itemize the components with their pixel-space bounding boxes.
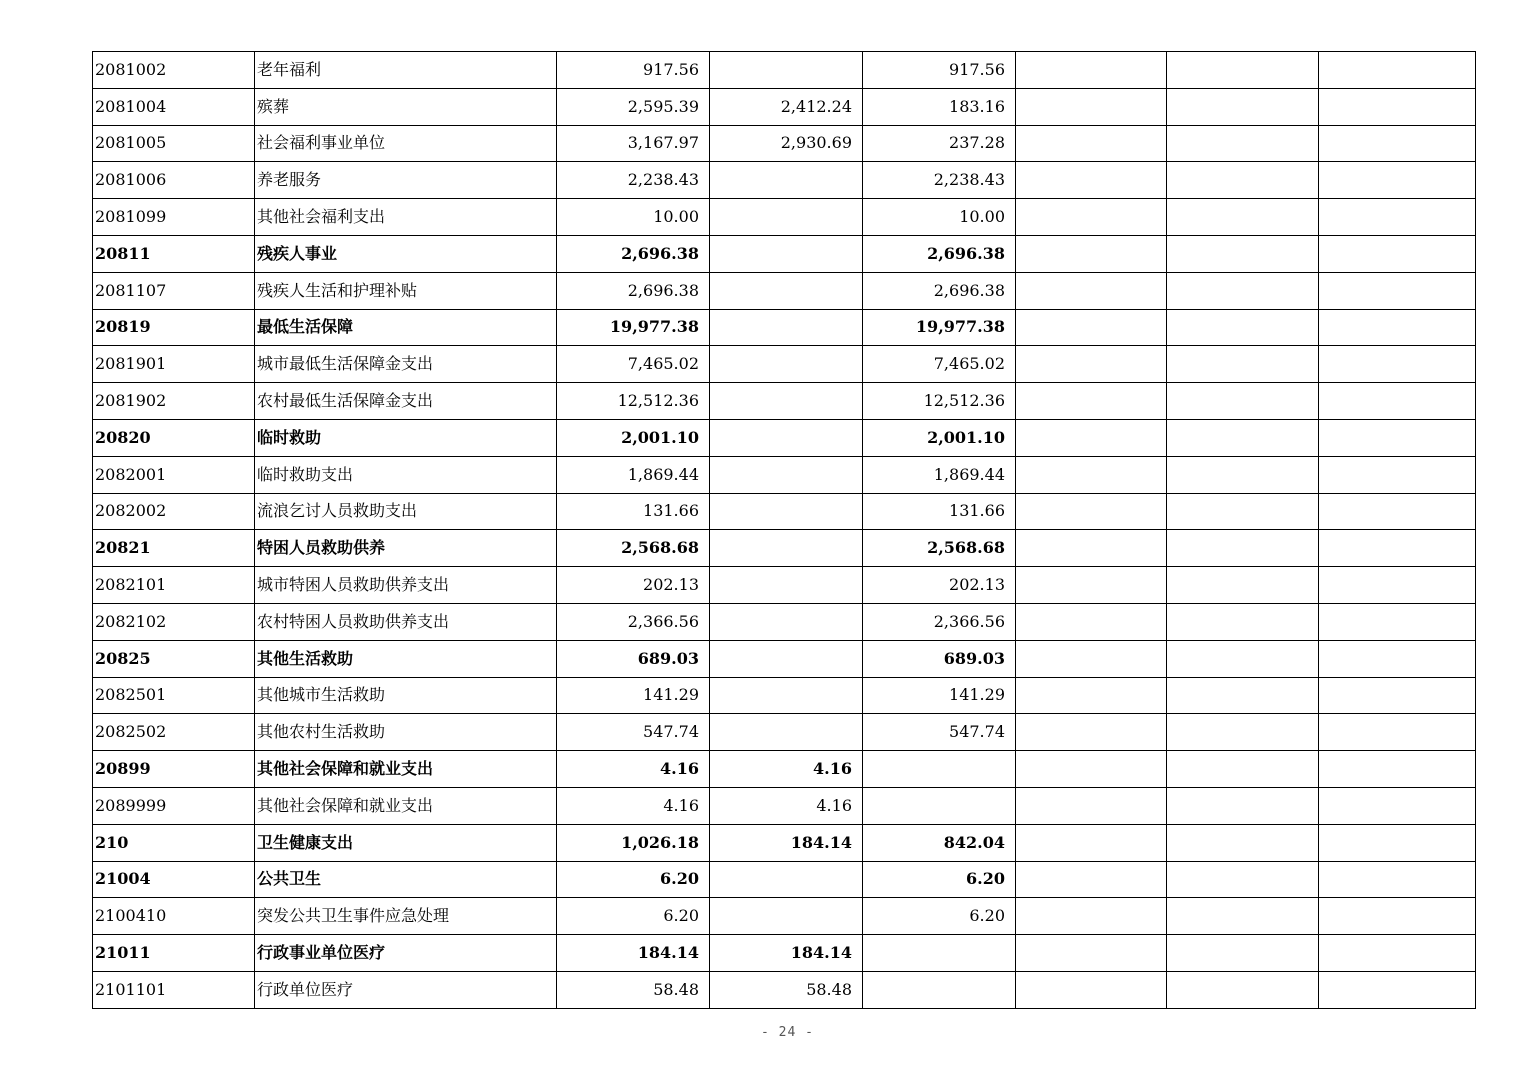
item-code-cell: 2081099 [93,199,255,236]
basic-expenditure-cell [710,898,863,935]
item-code-cell: 2081902 [93,383,255,420]
table-row [93,456,1476,493]
basic-expenditure-cell [710,714,863,751]
item-code-cell: 2100410 [93,898,255,935]
basic-expenditure-cell [710,640,863,677]
empty-cell [1319,714,1476,751]
empty-cell [1167,309,1319,346]
empty-cell [1167,530,1319,567]
empty-cell [1319,309,1476,346]
empty-cell [1167,567,1319,604]
empty-cell [1016,861,1167,898]
empty-cell [1167,971,1319,1008]
basic-expenditure-cell [710,52,863,89]
empty-cell [1167,493,1319,530]
empty-cell [1167,162,1319,199]
empty-cell [1016,272,1167,309]
project-expenditure-cell: 6.20 [863,861,1016,898]
empty-cell [1167,346,1319,383]
table-row [93,567,1476,604]
empty-cell [1319,640,1476,677]
item-code-cell: 2081006 [93,162,255,199]
empty-cell [1319,456,1476,493]
basic-expenditure-cell [710,272,863,309]
basic-expenditure-cell [710,530,863,567]
empty-cell [1167,419,1319,456]
table-row [93,419,1476,456]
empty-cell [1319,824,1476,861]
table-row [93,272,1476,309]
item-name-cell: 殡葬 [255,88,557,125]
empty-cell [1016,493,1167,530]
item-name-cell: 城市最低生活保障金支出 [255,346,557,383]
project-expenditure-cell [863,935,1016,972]
total-amount-cell: 2,366.56 [557,603,710,640]
empty-cell [1167,383,1319,420]
table-row [93,824,1476,861]
item-name-cell: 流浪乞讨人员救助支出 [255,493,557,530]
project-expenditure-cell: 12,512.36 [863,383,1016,420]
table-row [93,493,1476,530]
table-row [93,383,1476,420]
item-code-cell: 2082101 [93,567,255,604]
item-name-cell: 公共卫生 [255,861,557,898]
empty-cell [1319,88,1476,125]
budget-table [92,51,1476,1009]
item-code-cell: 2089999 [93,787,255,824]
total-amount-cell: 2,568.68 [557,530,710,567]
item-code-cell: 2081901 [93,346,255,383]
basic-expenditure-cell: 2,412.24 [710,88,863,125]
item-code-cell: 20825 [93,640,255,677]
empty-cell [1016,125,1167,162]
basic-expenditure-cell: 184.14 [710,824,863,861]
empty-cell [1016,714,1167,751]
empty-cell [1167,235,1319,272]
total-amount-cell: 12,512.36 [557,383,710,420]
table-row [93,346,1476,383]
item-code-cell: 2081004 [93,88,255,125]
project-expenditure-cell: 183.16 [863,88,1016,125]
item-code-cell: 2081002 [93,52,255,89]
empty-cell [1319,272,1476,309]
empty-cell [1167,751,1319,788]
empty-cell [1319,677,1476,714]
empty-cell [1167,125,1319,162]
empty-cell [1319,419,1476,456]
empty-cell [1016,199,1167,236]
basic-expenditure-cell [710,567,863,604]
empty-cell [1167,861,1319,898]
table-row [93,603,1476,640]
item-name-cell: 其他社会福利支出 [255,199,557,236]
total-amount-cell: 6.20 [557,861,710,898]
item-name-cell: 行政事业单位医疗 [255,935,557,972]
project-expenditure-cell: 689.03 [863,640,1016,677]
empty-cell [1167,824,1319,861]
empty-cell [1167,456,1319,493]
empty-cell [1319,530,1476,567]
item-name-cell: 养老服务 [255,162,557,199]
item-code-cell: 2082102 [93,603,255,640]
project-expenditure-cell: 2,366.56 [863,603,1016,640]
total-amount-cell: 4.16 [557,787,710,824]
table-row [93,640,1476,677]
empty-cell [1319,861,1476,898]
empty-cell [1016,898,1167,935]
empty-cell [1016,677,1167,714]
basic-expenditure-cell: 2,930.69 [710,125,863,162]
item-code-cell: 21004 [93,861,255,898]
project-expenditure-cell: 2,568.68 [863,530,1016,567]
empty-cell [1319,162,1476,199]
empty-cell [1167,199,1319,236]
empty-cell [1167,88,1319,125]
item-name-cell: 残疾人生活和护理补贴 [255,272,557,309]
project-expenditure-cell: 10.00 [863,199,1016,236]
total-amount-cell: 3,167.97 [557,125,710,162]
item-name-cell: 临时救助 [255,419,557,456]
basic-expenditure-cell [710,677,863,714]
project-expenditure-cell: 1,869.44 [863,456,1016,493]
empty-cell [1167,677,1319,714]
table-row [93,88,1476,125]
empty-cell [1167,898,1319,935]
project-expenditure-cell: 2,238.43 [863,162,1016,199]
project-expenditure-cell: 842.04 [863,824,1016,861]
basic-expenditure-cell [710,162,863,199]
item-code-cell: 2101101 [93,971,255,1008]
table-row [93,787,1476,824]
basic-expenditure-cell [710,493,863,530]
project-expenditure-cell [863,751,1016,788]
table-row [93,125,1476,162]
table-row [93,935,1476,972]
total-amount-cell: 1,869.44 [557,456,710,493]
total-amount-cell: 1,026.18 [557,824,710,861]
item-code-cell: 20820 [93,419,255,456]
project-expenditure-cell [863,787,1016,824]
item-name-cell: 农村最低生活保障金支出 [255,383,557,420]
basic-expenditure-cell [710,456,863,493]
table-row [93,162,1476,199]
item-code-cell: 2082501 [93,677,255,714]
total-amount-cell: 131.66 [557,493,710,530]
table-row [93,898,1476,935]
empty-cell [1319,125,1476,162]
project-expenditure-cell: 131.66 [863,493,1016,530]
project-expenditure-cell: 2,696.38 [863,272,1016,309]
total-amount-cell: 2,595.39 [557,88,710,125]
project-expenditure-cell: 202.13 [863,567,1016,604]
item-code-cell: 2082001 [93,456,255,493]
page-number: - 24 - [761,1025,814,1040]
empty-cell [1167,640,1319,677]
empty-cell [1319,383,1476,420]
total-amount-cell: 917.56 [557,52,710,89]
item-name-cell: 残疾人事业 [255,235,557,272]
item-code-cell: 20821 [93,530,255,567]
empty-cell [1016,383,1167,420]
basic-expenditure-cell [710,199,863,236]
table-row [93,861,1476,898]
project-expenditure-cell: 547.74 [863,714,1016,751]
item-name-cell: 卫生健康支出 [255,824,557,861]
empty-cell [1319,971,1476,1008]
empty-cell [1016,419,1167,456]
total-amount-cell: 4.16 [557,751,710,788]
project-expenditure-cell: 141.29 [863,677,1016,714]
item-name-cell: 临时救助支出 [255,456,557,493]
empty-cell [1319,235,1476,272]
item-code-cell: 20899 [93,751,255,788]
item-name-cell: 社会福利事业单位 [255,125,557,162]
project-expenditure-cell: 2,696.38 [863,235,1016,272]
table-row [93,677,1476,714]
basic-expenditure-cell [710,235,863,272]
item-code-cell: 20811 [93,235,255,272]
empty-cell [1167,787,1319,824]
item-name-cell: 其他社会保障和就业支出 [255,787,557,824]
basic-expenditure-cell [710,603,863,640]
item-code-cell: 2081005 [93,125,255,162]
item-name-cell: 农村特困人员救助供养支出 [255,603,557,640]
basic-expenditure-cell [710,861,863,898]
basic-expenditure-cell [710,309,863,346]
table-row [93,714,1476,751]
basic-expenditure-cell [710,346,863,383]
table-row [93,751,1476,788]
project-expenditure-cell: 6.20 [863,898,1016,935]
empty-cell [1319,787,1476,824]
total-amount-cell: 2,238.43 [557,162,710,199]
basic-expenditure-cell [710,419,863,456]
table-row [93,530,1476,567]
empty-cell [1016,309,1167,346]
item-name-cell: 其他社会保障和就业支出 [255,751,557,788]
empty-cell [1016,751,1167,788]
empty-cell [1319,493,1476,530]
basic-expenditure-cell: 4.16 [710,787,863,824]
empty-cell [1167,935,1319,972]
item-name-cell: 老年福利 [255,52,557,89]
total-amount-cell: 10.00 [557,199,710,236]
empty-cell [1016,603,1167,640]
empty-cell [1319,751,1476,788]
item-name-cell: 其他城市生活救助 [255,677,557,714]
project-expenditure-cell [863,971,1016,1008]
basic-expenditure-cell [710,383,863,420]
item-name-cell: 突发公共卫生事件应急处理 [255,898,557,935]
empty-cell [1016,935,1167,972]
table-body [93,52,1476,1009]
item-name-cell: 行政单位医疗 [255,971,557,1008]
basic-expenditure-cell: 4.16 [710,751,863,788]
item-name-cell: 城市特困人员救助供养支出 [255,567,557,604]
item-name-cell: 最低生活保障 [255,309,557,346]
empty-cell [1016,530,1167,567]
empty-cell [1319,567,1476,604]
table-row [93,971,1476,1008]
total-amount-cell: 689.03 [557,640,710,677]
table-row [93,199,1476,236]
project-expenditure-cell: 7,465.02 [863,346,1016,383]
total-amount-cell: 141.29 [557,677,710,714]
total-amount-cell: 184.14 [557,935,710,972]
empty-cell [1319,346,1476,383]
total-amount-cell: 2,001.10 [557,419,710,456]
empty-cell [1016,971,1167,1008]
empty-cell [1016,88,1167,125]
table-row [93,52,1476,89]
empty-cell [1016,456,1167,493]
total-amount-cell: 7,465.02 [557,346,710,383]
table-row [93,235,1476,272]
item-name-cell: 其他生活救助 [255,640,557,677]
empty-cell [1016,162,1167,199]
empty-cell [1016,640,1167,677]
total-amount-cell: 2,696.38 [557,272,710,309]
empty-cell [1016,346,1167,383]
empty-cell [1319,898,1476,935]
empty-cell [1319,199,1476,236]
empty-cell [1319,935,1476,972]
empty-cell [1016,787,1167,824]
basic-expenditure-cell: 58.48 [710,971,863,1008]
empty-cell [1167,52,1319,89]
project-expenditure-cell: 237.28 [863,125,1016,162]
item-code-cell: 2081107 [93,272,255,309]
project-expenditure-cell: 19,977.38 [863,309,1016,346]
item-code-cell: 2082002 [93,493,255,530]
total-amount-cell: 2,696.38 [557,235,710,272]
empty-cell [1319,52,1476,89]
empty-cell [1167,603,1319,640]
item-code-cell: 20819 [93,309,255,346]
item-code-cell: 21011 [93,935,255,972]
item-name-cell: 特困人员救助供养 [255,530,557,567]
item-name-cell: 其他农村生活救助 [255,714,557,751]
total-amount-cell: 202.13 [557,567,710,604]
basic-expenditure-cell: 184.14 [710,935,863,972]
project-expenditure-cell: 2,001.10 [863,419,1016,456]
empty-cell [1167,272,1319,309]
project-expenditure-cell: 917.56 [863,52,1016,89]
item-code-cell: 210 [93,824,255,861]
empty-cell [1016,824,1167,861]
empty-cell [1167,714,1319,751]
total-amount-cell: 547.74 [557,714,710,751]
total-amount-cell: 19,977.38 [557,309,710,346]
empty-cell [1016,52,1167,89]
table-row [93,309,1476,346]
item-code-cell: 2082502 [93,714,255,751]
total-amount-cell: 58.48 [557,971,710,1008]
empty-cell [1016,235,1167,272]
empty-cell [1319,603,1476,640]
empty-cell [1016,567,1167,604]
total-amount-cell: 6.20 [557,898,710,935]
